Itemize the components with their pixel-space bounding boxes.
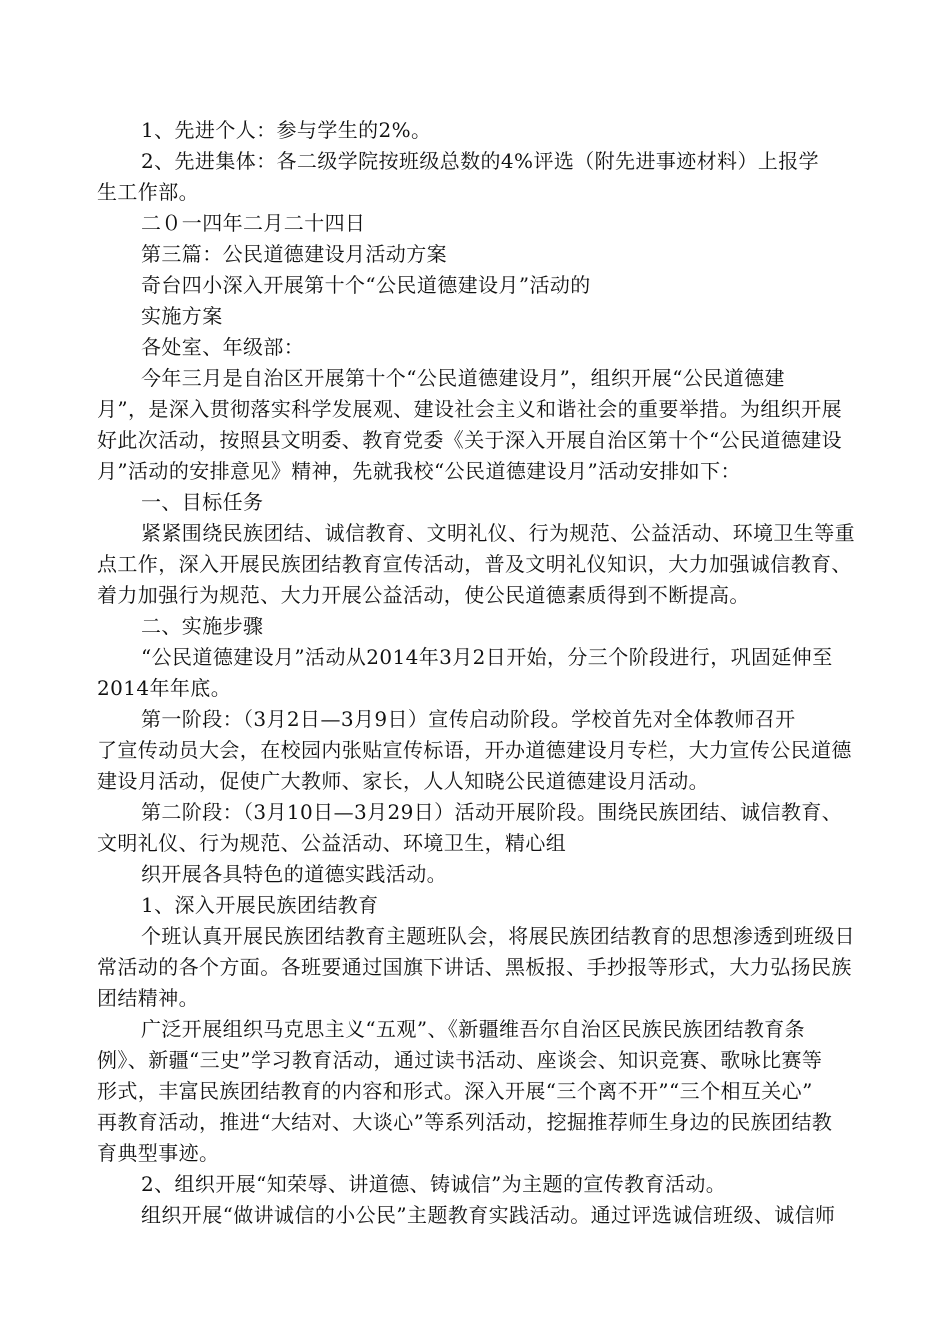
text-line: 今年三月是自治区开展第十个“公民道德建设月”，组织开展“公民道德建 — [141, 366, 785, 390]
salutation: 各处室、年级部： — [141, 335, 305, 359]
text-line: 个班认真开展民族团结教育主题班队会，将展民族团结教育的思想渗透到班级日 — [141, 924, 855, 948]
text-line: 团结精神。 — [97, 986, 199, 1010]
text-line: 常活动的各个方面。各班要通过国旗下讲话、黑板报、手抄报等形式，大力弘扬民族 — [97, 955, 852, 979]
subsection-heading: 2、组织开展“知荣辱、讲道德、铸诚信”为主题的宣传教育活动。 — [141, 1172, 727, 1196]
text-line: 紧紧围绕民族团结、诚信教育、文明礼仪、行为规范、公益活动、环境卫生等重 — [141, 521, 855, 545]
text-line: 建设月活动，促使广大教师、家长，人人知晓公民道德建设月活动。 — [97, 769, 709, 793]
text-line: 月”，是深入贯彻落实科学发展观、建设社会主义和谐社会的重要举措。为组织开展 — [97, 397, 843, 421]
chapter-title: 第三篇：公民道德建设月活动方案 — [141, 242, 447, 266]
section-heading: 一、目标任务 — [141, 490, 264, 514]
text-line: 了宣传动员大会，在校园内张贴宣传标语，开办道德建设月专栏，大力宣传公民道德 — [97, 738, 852, 762]
text-line: 2、先进集体：各二级学院按班级总数的4%评选（附先进事迹材料）上报学 — [141, 149, 820, 173]
text-line: 好此次活动，按照县文明委、教育党委《关于深入开展自治区第十个“公民道德建设 — [97, 428, 843, 452]
date-line: 二０一四年二月二十四日 — [141, 211, 366, 235]
section-heading: 二、实施步骤 — [141, 614, 264, 638]
text-line: 形式，丰富民族团结教育的内容和形式。深入开展“三个离不开”“三个相互关心” — [97, 1079, 813, 1103]
text-line: “公民道德建设月”活动从2014年3月2日开始，分三个阶段进行，巩固延伸至 — [141, 645, 833, 669]
text-line: 广泛开展组织马克思主义“五观”、《新疆维吾尔自治区民族民族团结教育条 — [141, 1017, 806, 1041]
text-line: 再教育活动，推进“大结对、大谈心”等系列活动，挖掘推荐师生身边的民族团结教 — [97, 1110, 833, 1134]
text-line: 点工作，深入开展民族团结教育宣传活动，普及文明礼仪知识，大力加强诚信教育、 — [97, 552, 852, 576]
text-line: 文明礼仪、行为规范、公益活动、环境卫生，精心组 — [97, 831, 567, 855]
text-line: 第二阶段：（3月10日—3月29日）活动开展阶段。围绕民族团结、诚信教育、 — [141, 800, 843, 824]
subsection-heading: 1、深入开展民族团结教育 — [141, 893, 379, 917]
text-line: 月”活动的安排意见》精神，先就我校“公民道德建设月”活动安排如下： — [97, 459, 741, 483]
plan-title-continued: 实施方案 — [141, 304, 223, 328]
text-line: 生工作部。 — [97, 180, 199, 204]
text-line: 织开展各具特色的道德实践活动。 — [141, 862, 447, 886]
text-line: 1、先进个人：参与学生的2%。 — [141, 118, 432, 142]
text-line: 例》、新疆“三史”学习教育活动，通过读书活动、座谈会、知识竞赛、歌咏比赛等 — [97, 1048, 823, 1072]
text-line: 第一阶段：（3月2日—3月9日）宣传启动阶段。学校首先对全体教师召开 — [141, 707, 796, 731]
text-line: 着力加强行为规范、大力开展公益活动，使公民道德素质得到不断提高。 — [97, 583, 750, 607]
plan-title: 奇台四小深入开展第十个“公民道德建设月”活动的 — [141, 273, 591, 297]
text-line: 2014年年底。 — [97, 676, 232, 700]
text-line: 育典型事迹。 — [97, 1141, 220, 1165]
text-line: 组织开展“做讲诚信的小公民”主题教育实践活动。通过评选诚信班级、诚信师 — [141, 1203, 836, 1227]
